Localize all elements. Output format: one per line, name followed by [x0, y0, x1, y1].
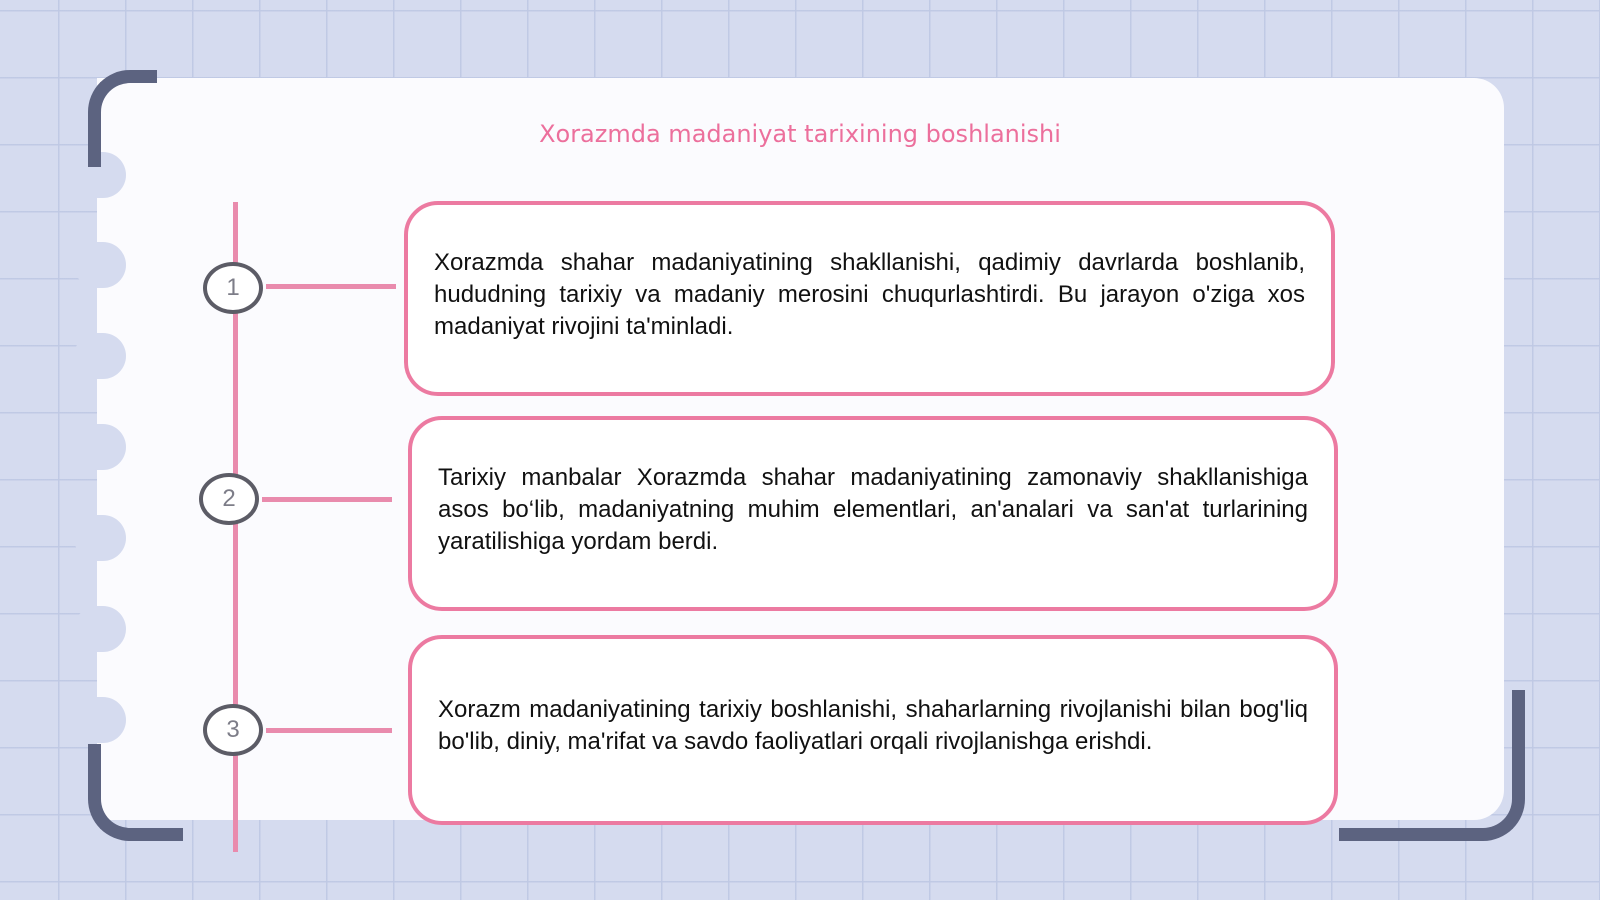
timeline-card-text: Xorazm madaniyatining tarixiy boshlanishi, shaharlarning rivojlanishi bilan bog'liq bo'lib, diniy, ma'rifat va savdo faoliyatlari orqali rivojlanishga erishdi.: [438, 696, 1308, 755]
timeline-node-3: 3: [203, 704, 263, 756]
timeline-card-3: [408, 635, 1338, 825]
paper-notch: [74, 697, 126, 743]
corner-bracket-bottom-left: [88, 744, 183, 841]
timeline-card-text: Tarixiy manbalar Xorazmda shahar madaniyatining zamonaviy shakllanishiga asos bo‘lib, madaniyatning muhim elementlari, an'analari va san'at turlarining yaratilishiga yordam berdi.: [438, 463, 1308, 555]
timeline-node-1: 1: [203, 262, 263, 314]
paper-notch: [74, 515, 126, 561]
timeline-connector: [266, 728, 392, 733]
timeline-card-1: [404, 201, 1335, 396]
timeline-connector: [266, 284, 396, 289]
timeline-connector: [262, 497, 392, 502]
paper-notch: [74, 242, 126, 288]
timeline-node-2: 2: [199, 473, 259, 525]
slide-title: Xorazmda madaniyat tarixining boshlanishi: [539, 120, 1061, 148]
paper-notch: [74, 424, 126, 470]
paper-notch: [74, 606, 126, 652]
corner-bracket-top-left: [88, 70, 157, 167]
paper-notch: [74, 333, 126, 379]
timeline-card-text: Xorazmda shahar madaniyatining shakllanishi, qadimiy davrlarda boshlanib, hududning tarixiy va madaniy merosini chuqurlashtirdi. Bu jarayon o'ziga xos madaniyat rivojini ta'minladi.: [434, 248, 1305, 340]
timeline-card-2: [408, 416, 1338, 611]
corner-bracket-bottom-right: [1339, 690, 1525, 841]
